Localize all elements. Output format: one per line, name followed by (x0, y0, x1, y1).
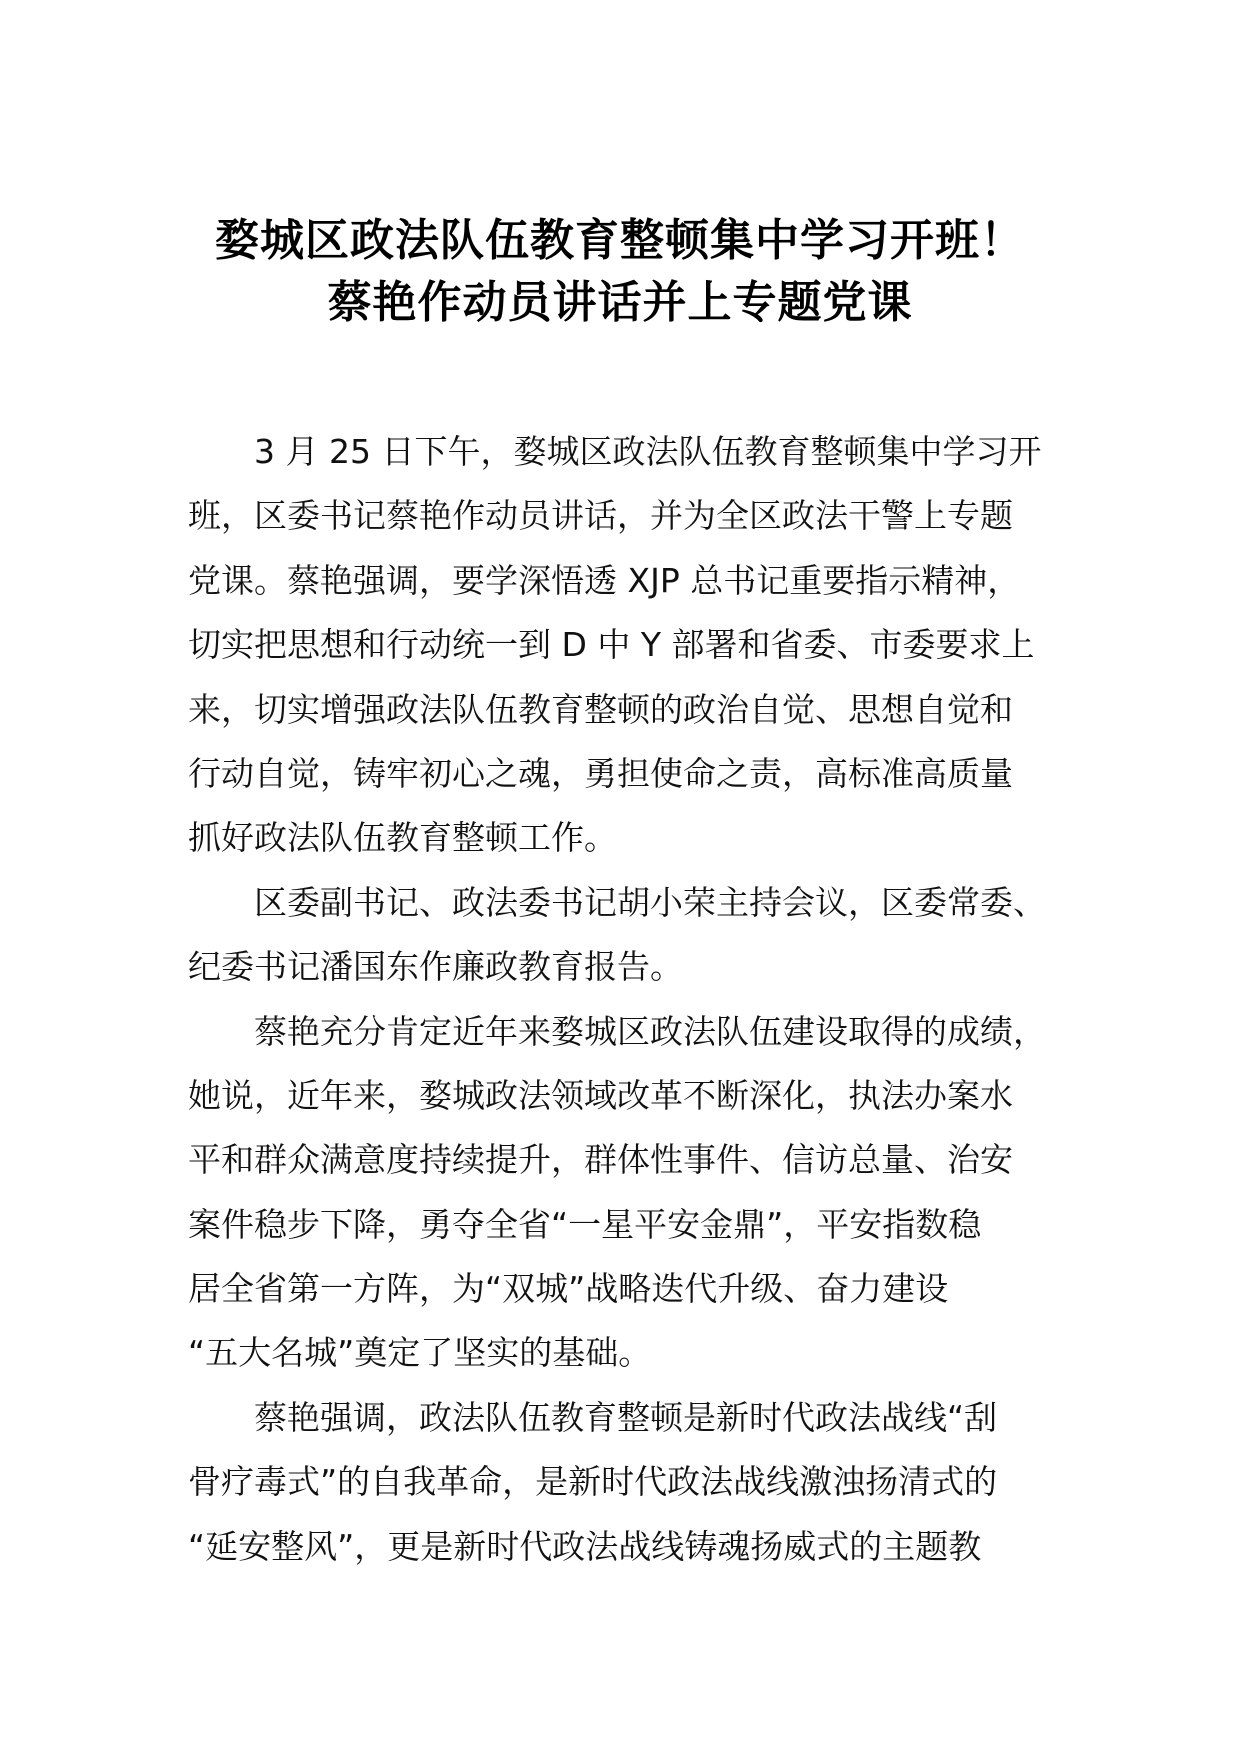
title-line-1: 婺城区政法队伍教育整顿集中学习开班！ (215, 215, 1025, 266)
paragraph-4-line: 骨疗毒式”的自我革命，是新时代政法战线激浊扬清式的 (188, 1462, 998, 1502)
body-text (188, 420, 1068, 1579)
paragraph-3-line: 平和群众满意度持续提升，群体性事件、信访总量、治安 (188, 1140, 1013, 1180)
paragraph-3-line: 案件稳步下降，勇夺全省“一星平安金鼎”，平安指数稳 (188, 1204, 982, 1244)
paragraph-2-line: 纪委书记潘国东作廉政教育报告。 (188, 947, 683, 987)
paragraph-3-line: 她说，近年来，婺城政法领域改革不断深化，执法办案水 (188, 1075, 1013, 1115)
paragraph-4-line: “延安整风”，更是新时代政法战线铸魂扬威式的主题教 (188, 1526, 982, 1566)
paragraph-3-line: “五大名城”奠定了坚实的基础。 (188, 1333, 652, 1373)
paragraph-4-line: 蔡艳强调，政法队伍教育整顿是新时代政法战线“刮 (254, 1397, 998, 1437)
paragraph-1-line: 行动自觉，铸牢初心之魂，勇担使命之责，高标准高质量 (188, 753, 1013, 793)
paragraph-2-line: 区委副书记、政法委书记胡小荣主持会议，区委常委、 (254, 882, 1046, 922)
title-line-2: 蔡艳作动员讲话并上专题党课 (327, 277, 913, 328)
paragraph-1-line: 抓好政法队伍教育整顿工作。 (188, 818, 617, 858)
document-title (150, 210, 1090, 334)
paragraph-1-line: 班，区委书记蔡艳作动员讲话，并为全区政法干警上专题 (188, 496, 1013, 536)
paragraph-1-line: 来，切实增强政法队伍教育整顿的政治自觉、思想自觉和 (188, 689, 1013, 729)
paragraph-1-line: 党课。蔡艳强调，要学深悟透 XJP 总书记重要指示精神， (188, 560, 1021, 600)
paragraph-1-line: 3 月 25 日下午，婺城区政法队伍教育整顿集中学习开 (254, 432, 1042, 471)
paragraph-1-line: 切实把思想和行动统一到 D 中 Y 部署和省委、市委要求上 (188, 625, 1035, 665)
paragraph-3-line: 居全省第一方阵，为“双城”战略迭代升级、奋力建设 (188, 1269, 949, 1309)
paragraph-3-line: 蔡艳充分肯定近年来婺城区政法队伍建设取得的成绩， (254, 1011, 1046, 1051)
